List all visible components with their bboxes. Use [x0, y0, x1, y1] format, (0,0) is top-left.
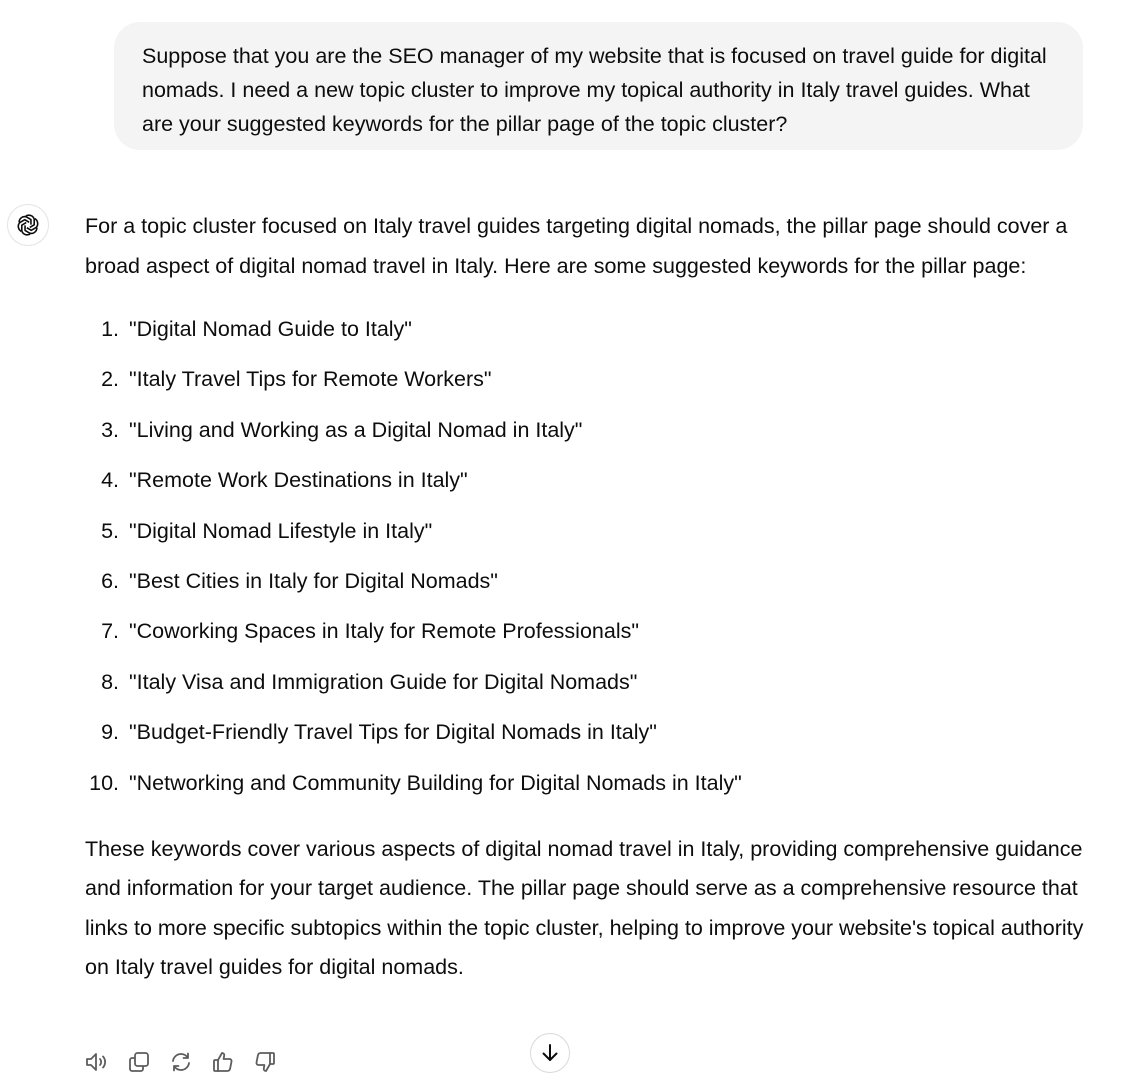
regenerate-button[interactable]	[164, 1048, 198, 1076]
keyword-number: 5.	[101, 518, 119, 543]
keyword-number: 8.	[101, 669, 119, 694]
keyword-item	[85, 363, 1085, 413]
keyword-text: "Networking and Community Building for Digital Nomads in Italy"	[129, 770, 742, 795]
response-intro: For a topic cluster focused on Italy travel guides targeting digital nomads, the pillar page should cover a broad aspect of digital nomad travel in Italy. Here are some suggested keywords for the pillar page:	[85, 214, 1068, 278]
keyword-item	[85, 666, 1085, 716]
read-aloud-button[interactable]	[80, 1048, 114, 1076]
thumbs-down-icon	[253, 1050, 277, 1074]
keyword-item	[85, 615, 1085, 665]
keyword-number: 9.	[101, 720, 119, 745]
keyword-item	[85, 565, 1085, 615]
keyword-text: "Remote Work Destinations in Italy"	[129, 468, 468, 493]
keyword-text: "Budget-Friendly Travel Tips for Digital Nomads in Italy"	[129, 720, 657, 745]
read-aloud-icon	[84, 1050, 110, 1074]
keyword-number: 7.	[101, 619, 119, 644]
thumbs-up-icon	[211, 1050, 235, 1074]
keyword-text: "Coworking Spaces in Italy for Remote Professionals"	[129, 619, 639, 644]
keyword-item	[85, 313, 1085, 363]
keyword-item	[85, 515, 1085, 565]
keyword-text: "Italy Travel Tips for Remote Workers"	[129, 367, 492, 392]
thumbs-down-button[interactable]	[248, 1048, 282, 1076]
thumbs-up-button[interactable]	[206, 1048, 240, 1076]
keyword-number: 3.	[101, 417, 119, 442]
keyword-text: "Best Cities in Italy for Digital Nomads"	[129, 568, 498, 593]
keyword-text: "Digital Nomad Lifestyle in Italy"	[129, 518, 433, 543]
assistant-avatar	[7, 204, 49, 246]
keyword-text: "Living and Working as a Digital Nomad in Italy"	[129, 417, 583, 442]
keyword-item	[85, 464, 1085, 514]
user-message-bubble	[114, 22, 1083, 150]
copy-button[interactable]	[122, 1048, 156, 1076]
keyword-item	[85, 716, 1085, 766]
keyword-number: 6.	[101, 568, 119, 593]
keyword-list	[85, 313, 1085, 817]
keyword-number: 4.	[101, 468, 119, 493]
keyword-number: 1.	[101, 317, 119, 341]
openai-logo-icon	[15, 212, 41, 238]
keyword-item	[85, 414, 1085, 464]
keyword-number: 10.	[89, 770, 119, 795]
keyword-text: "Italy Visa and Immigration Guide for Digital Nomads"	[129, 669, 638, 694]
assistant-response	[85, 207, 1085, 988]
user-message-text: Suppose that you are the SEO manager of my website that is focused on travel guide for digital nomads. I need a new topic cluster to improve my topical authority in Italy travel guides. What are your suggested keywords for the pillar page of the topic cluster?	[142, 44, 1047, 136]
arrow-down-icon	[539, 1042, 561, 1064]
copy-icon	[127, 1050, 151, 1074]
keyword-text: "Digital Nomad Guide to Italy"	[129, 317, 412, 341]
response-closing: These keywords cover various aspects of digital nomad travel in Italy, providing comprehensive guidance and information for your target audience. The pillar page should serve as a comprehensive resource that links to more specific subtopics within the topic cluster, helping to improve your website's topical authority on Italy travel guides for digital nomads.	[85, 836, 1084, 980]
message-actions	[80, 1048, 282, 1076]
scroll-to-bottom-button[interactable]	[530, 1033, 570, 1073]
regenerate-icon	[169, 1050, 193, 1074]
keyword-item	[85, 767, 1085, 817]
keyword-number: 2.	[101, 367, 119, 392]
